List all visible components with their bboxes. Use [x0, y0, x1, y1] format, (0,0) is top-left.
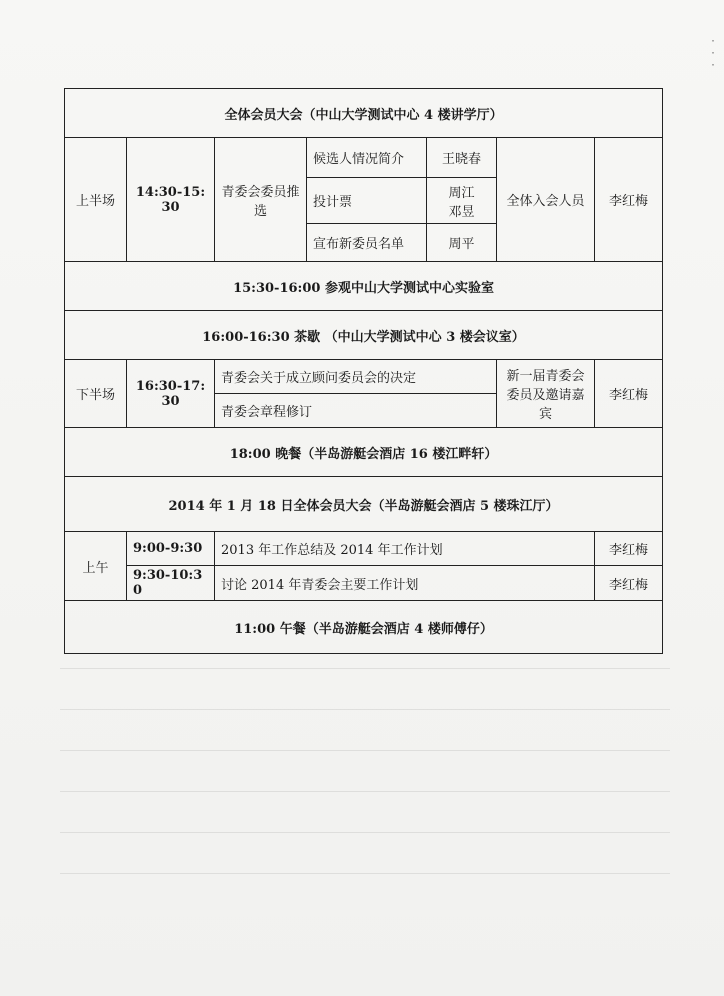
agenda-person: 周江 邓昱: [427, 178, 497, 224]
second-half-host: 李红梅: [595, 360, 663, 428]
morning-time: 9:30-10:30: [127, 566, 215, 601]
first-half-time: 14:30-15:30: [127, 138, 215, 262]
dinner-row: 18:00 晚餐（半岛游艇会酒店 16 楼江畔轩）: [65, 428, 663, 477]
agenda-task: 候选人情况简介: [307, 138, 427, 178]
morning-host: 李红梅: [595, 566, 663, 601]
agenda-person: 周平: [427, 224, 497, 262]
section-header-day2: 2014 年 1 月 18 日全体会员大会（半岛游艇会酒店 5 楼珠江厅）: [65, 477, 663, 532]
visit-row: 15:30-16:00 参观中山大学测试中心实验室: [65, 262, 663, 311]
agenda-task: 讨论 2014 年青委会主要工作计划: [215, 566, 595, 601]
first-half-host: 李红梅: [595, 138, 663, 262]
agenda-task: 宣布新委员名单: [307, 224, 427, 262]
morning-label: 上午: [65, 532, 127, 601]
first-half-session: 青委会委员推选: [215, 138, 307, 262]
lunch-row: 11:00 午餐（半岛游艇会酒店 4 楼师傅仔）: [65, 601, 663, 654]
morning-host: 李红梅: [595, 532, 663, 566]
first-half-label: 上半场: [65, 138, 127, 262]
agenda-person: 王晓春: [427, 138, 497, 178]
second-half-time: 16:30-17:30: [127, 360, 215, 428]
morning-time: 9:00-9:30: [127, 532, 215, 566]
page-margin-mark: · · ·: [709, 36, 716, 71]
second-half-label: 下半场: [65, 360, 127, 428]
agenda-task: 青委会章程修订: [215, 394, 497, 428]
agenda-task: 投计票: [307, 178, 427, 224]
first-half-participants: 全体入会人员: [497, 138, 595, 262]
schedule-table: [64, 88, 663, 654]
bleed-through-text: [60, 640, 670, 940]
agenda-task: 青委会关于成立顾问委员会的决定: [215, 360, 497, 394]
section-header-main: 全体会员大会（中山大学测试中心 4 楼讲学厅）: [65, 89, 663, 138]
agenda-task: 2013 年工作总结及 2014 年工作计划: [215, 532, 595, 566]
tea-break-row: 16:00-16:30 茶歇 （中山大学测试中心 3 楼会议室）: [65, 311, 663, 360]
second-half-participants: 新一届青委会委员及邀请嘉宾: [497, 360, 595, 428]
